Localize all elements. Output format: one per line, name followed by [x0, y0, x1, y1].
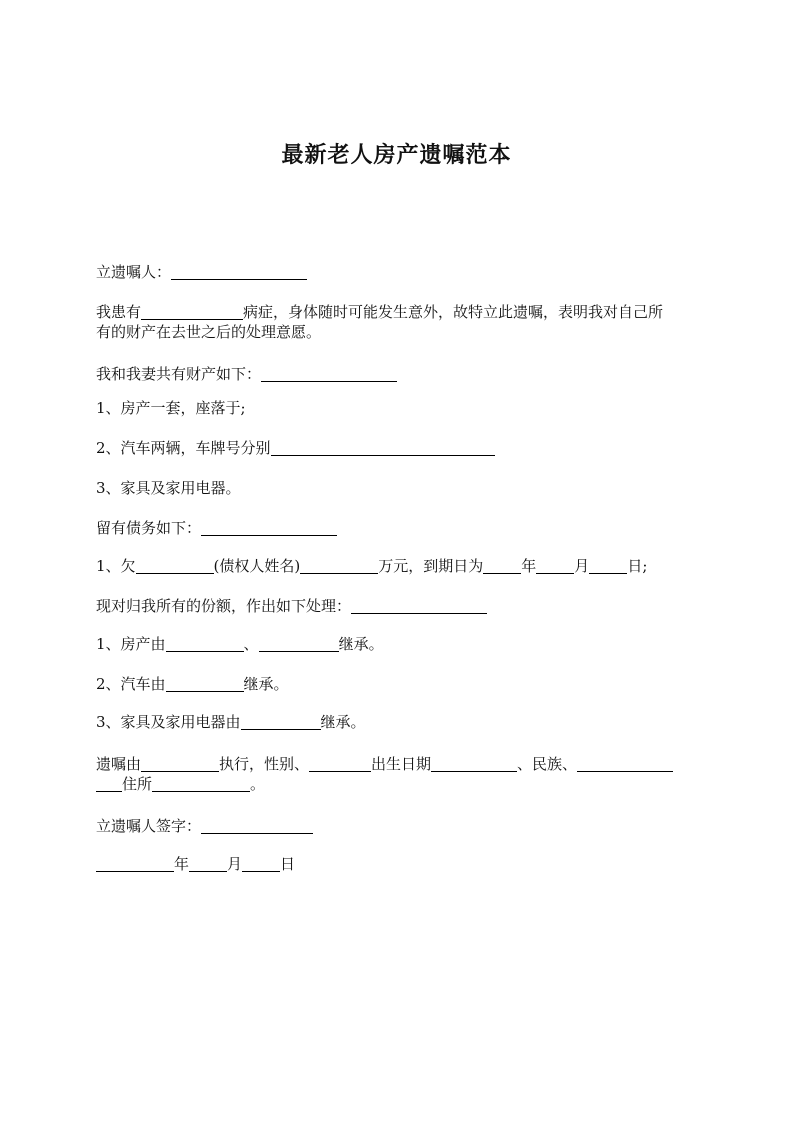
- signature-date-line: [96, 852, 295, 876]
- debt-amount-blank-1[interactable]: [136, 557, 214, 574]
- dispose-header-line: [96, 594, 487, 618]
- debt-text-a: 1、欠: [96, 557, 136, 575]
- debt-amount-blank-2[interactable]: [300, 557, 378, 574]
- executor-name-blank[interactable]: [141, 755, 219, 772]
- debt-month-label: 月: [574, 557, 590, 575]
- illness-blank[interactable]: [141, 303, 243, 320]
- dispose-2-text-a: 2、汽车由: [96, 675, 166, 693]
- debt-year-blank[interactable]: [483, 557, 521, 574]
- executor-text-f: 。: [250, 775, 266, 793]
- property-header: 我和我妻共有财产如下：: [96, 365, 262, 383]
- testator-line: [96, 260, 307, 284]
- debt-header-blank[interactable]: [201, 519, 337, 536]
- executor-line-2: [96, 772, 265, 796]
- property-item-1-text: 1、房产一套，座落于;: [96, 399, 246, 417]
- signature-month-blank[interactable]: [189, 855, 227, 872]
- dispose-1-sep: 、: [243, 635, 259, 653]
- illness-text-b: 病症，身体随时可能发生意外，故特立此遗嘱，表明我对自己所: [243, 303, 664, 321]
- dispose-1-text-b: 继承。: [338, 635, 384, 653]
- executor-text-c: 出生日期: [371, 755, 432, 773]
- debt-month-blank[interactable]: [536, 557, 574, 574]
- dispose-item-1: [96, 632, 384, 656]
- signature-line: [96, 814, 313, 838]
- car-heir-blank[interactable]: [166, 675, 244, 692]
- dispose-2-text-b: 继承。: [243, 675, 289, 693]
- executor-birthdate-blank[interactable]: [431, 755, 517, 772]
- executor-ethnicity-blank-cont[interactable]: [96, 775, 122, 792]
- furniture-heir-blank[interactable]: [241, 713, 321, 730]
- dispose-3-text-b: 继承。: [320, 713, 366, 731]
- dispose-item-2: [96, 672, 289, 696]
- plate-number-blank[interactable]: [271, 439, 495, 456]
- document-title: 最新老人房产遗嘱范本: [281, 143, 512, 168]
- dispose-header-blank[interactable]: [351, 597, 487, 614]
- signature-blank[interactable]: [201, 817, 313, 834]
- debt-text-b: (债权人姓名): [213, 557, 301, 575]
- debt-day-blank[interactable]: [589, 557, 627, 574]
- property-item-3: [96, 476, 241, 500]
- signature-year-label: 年: [174, 855, 190, 873]
- house-heir-blank-1[interactable]: [166, 635, 244, 652]
- testator-blank[interactable]: [171, 263, 307, 280]
- house-heir-blank-2[interactable]: [259, 635, 339, 652]
- executor-ethnicity-blank[interactable]: [577, 755, 673, 772]
- executor-text-d: 、民族、: [517, 755, 578, 773]
- dispose-header: 现对归我所有的份额，作出如下处理：: [96, 597, 352, 615]
- debt-header-line: [96, 516, 337, 540]
- debt-header: 留有债务如下：: [96, 519, 202, 537]
- signature-day-blank[interactable]: [242, 855, 280, 872]
- property-item-3-text: 3、家具及家用电器。: [96, 479, 241, 497]
- property-header-line: [96, 362, 397, 386]
- signature-day-label: 日: [280, 855, 296, 873]
- debt-year-label: 年: [521, 557, 537, 575]
- signature-year-blank[interactable]: [96, 855, 174, 872]
- property-item-1: [96, 396, 246, 420]
- debt-text-c: 万元，到期日为: [378, 557, 484, 575]
- executor-gender-blank[interactable]: [309, 755, 371, 772]
- executor-text-a: 遗嘱由: [96, 755, 142, 773]
- dispose-1-text-a: 1、房产由: [96, 635, 166, 653]
- debt-item-1: [96, 554, 647, 578]
- dispose-3-text-a: 3、家具及家用电器由: [96, 713, 241, 731]
- executor-text-e: 住所: [122, 775, 153, 793]
- signature-month-label: 月: [227, 855, 243, 873]
- testator-label: 立遗嘱人：: [96, 263, 172, 281]
- executor-text-b: 执行，性别、: [219, 755, 310, 773]
- signature-label: 立遗嘱人签字：: [96, 817, 202, 835]
- property-item-2-text: 2、汽车两辆，车牌号分别: [96, 439, 271, 457]
- illness-text-a: 我患有: [96, 303, 142, 321]
- illness-text-c: 有的财产在去世之后的处理意愿。: [96, 323, 322, 341]
- property-item-2: [96, 436, 495, 460]
- executor-address-blank[interactable]: [152, 775, 250, 792]
- dispose-item-3: [96, 710, 366, 734]
- debt-day-label: 日;: [627, 557, 648, 575]
- property-header-blank[interactable]: [261, 365, 397, 382]
- illness-line-2: [96, 320, 321, 344]
